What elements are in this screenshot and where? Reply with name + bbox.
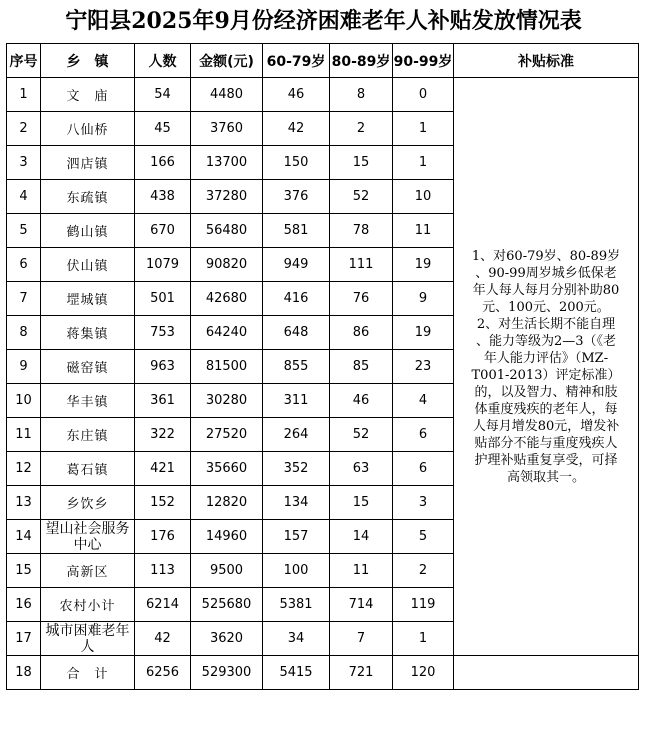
age-60-79-cell: 376: [263, 180, 330, 214]
standard-line: 2、对生活长期不能自理: [476, 316, 616, 332]
seq-cell: 11: [7, 418, 41, 452]
age-90-99-cell: 3: [393, 486, 454, 520]
age-60-79-cell: 150: [263, 146, 330, 180]
town-cell: 华丰镇: [41, 384, 135, 418]
amount-cell: 30280: [191, 384, 263, 418]
age-90-99-cell: 119: [393, 588, 454, 622]
age-90-99-cell: 10: [393, 180, 454, 214]
age-90-99-cell: 2: [393, 554, 454, 588]
town-cell: 合 计: [41, 656, 135, 690]
amount-cell: 81500: [191, 350, 263, 384]
standard-line: 贴部分不能与重度残疾人: [474, 435, 618, 451]
amount-cell: 42680: [191, 282, 263, 316]
seq-cell: 5: [7, 214, 41, 248]
age-60-79-cell: 855: [263, 350, 330, 384]
header-seq: 序号: [7, 44, 41, 78]
seq-cell: 7: [7, 282, 41, 316]
amount-cell: 3760: [191, 112, 263, 146]
standard-line: T001-2013）评定标准）: [471, 367, 621, 383]
seq-cell: 16: [7, 588, 41, 622]
standard-line: 1、对60-79岁、80-89岁: [471, 248, 621, 264]
age-90-99-cell: 5: [393, 520, 454, 554]
header-age-80-89: 80-89岁: [330, 44, 393, 78]
standard-line: 体重度残疾的老年人，每: [474, 401, 618, 417]
age-80-89-cell: 111: [330, 248, 393, 282]
town-cell: 鹤山镇: [41, 214, 135, 248]
seq-cell: 1: [7, 78, 41, 112]
age-60-79-cell: 46: [263, 78, 330, 112]
standard-line: 年人每人每月分别补助80: [472, 282, 620, 298]
standard-line: 人每月增发80元，增发补: [472, 418, 620, 434]
count-cell: 176: [135, 520, 191, 554]
town-cell: 农村小计: [41, 588, 135, 622]
town-cell: 望山社会服务中心: [41, 520, 135, 554]
count-cell: 322: [135, 418, 191, 452]
header-row: [7, 44, 639, 78]
standard-line: 护理补贴重复享受，可择: [474, 452, 618, 468]
age-60-79-cell: 311: [263, 384, 330, 418]
amount-cell: 64240: [191, 316, 263, 350]
age-80-89-cell: 76: [330, 282, 393, 316]
standard-line: 高领取其一。: [506, 469, 585, 485]
header-standard: 补贴标准: [454, 44, 639, 78]
age-90-99-cell: 0: [393, 78, 454, 112]
age-60-79-cell: 949: [263, 248, 330, 282]
count-cell: 963: [135, 350, 191, 384]
age-80-89-cell: 52: [330, 418, 393, 452]
age-80-89-cell: 86: [330, 316, 393, 350]
header-age-90-99: 90-99岁: [393, 44, 454, 78]
age-90-99-cell: 9: [393, 282, 454, 316]
seq-cell: 2: [7, 112, 41, 146]
count-cell: 361: [135, 384, 191, 418]
count-cell: 152: [135, 486, 191, 520]
table-row: [7, 656, 639, 690]
seq-cell: 18: [7, 656, 41, 690]
town-cell: 葛石镇: [41, 452, 135, 486]
seq-cell: 9: [7, 350, 41, 384]
age-80-89-cell: 15: [330, 146, 393, 180]
age-80-89-cell: 14: [330, 520, 393, 554]
count-cell: 113: [135, 554, 191, 588]
count-cell: 670: [135, 214, 191, 248]
amount-cell: 13700: [191, 146, 263, 180]
seq-cell: 10: [7, 384, 41, 418]
amount-cell: 56480: [191, 214, 263, 248]
town-cell: 磁窑镇: [41, 350, 135, 384]
age-60-79-cell: 352: [263, 452, 330, 486]
age-90-99-cell: 4: [393, 384, 454, 418]
town-cell: 东疏镇: [41, 180, 135, 214]
age-60-79-cell: 5415: [263, 656, 330, 690]
header-amount: 金额(元): [191, 44, 263, 78]
subsidy-table: [6, 43, 639, 690]
age-80-89-cell: 63: [330, 452, 393, 486]
age-80-89-cell: 11: [330, 554, 393, 588]
town-cell: 文 庙: [41, 78, 135, 112]
town-cell: 城市困难老年人: [41, 622, 135, 656]
seq-cell: 12: [7, 452, 41, 486]
subsidy-standard-text: [454, 78, 639, 656]
age-80-89-cell: 7: [330, 622, 393, 656]
standard-line: 、90-99周岁城乡低保老: [475, 265, 617, 281]
age-90-99-cell: 1: [393, 146, 454, 180]
age-60-79-cell: 100: [263, 554, 330, 588]
count-cell: 438: [135, 180, 191, 214]
age-90-99-cell: 19: [393, 316, 454, 350]
age-80-89-cell: 8: [330, 78, 393, 112]
age-90-99-cell: 11: [393, 214, 454, 248]
age-90-99-cell: 23: [393, 350, 454, 384]
header-count: 人数: [135, 44, 191, 78]
standard-line: 年人能力评估》（MZ-: [483, 350, 609, 366]
town-cell: 乡饮乡: [41, 486, 135, 520]
town-cell: 泗店镇: [41, 146, 135, 180]
standard-line: 的，以及智力、精神和肢: [474, 384, 618, 400]
age-60-79-cell: 157: [263, 520, 330, 554]
seq-cell: 3: [7, 146, 41, 180]
amount-cell: 14960: [191, 520, 263, 554]
town-cell: 蒋集镇: [41, 316, 135, 350]
town-cell: 堽城镇: [41, 282, 135, 316]
count-cell: 45: [135, 112, 191, 146]
table-row: [7, 78, 639, 112]
count-cell: 6256: [135, 656, 191, 690]
age-60-79-cell: 416: [263, 282, 330, 316]
age-90-99-cell: 6: [393, 418, 454, 452]
standard-empty-cell: [454, 656, 639, 690]
count-cell: 54: [135, 78, 191, 112]
count-cell: 166: [135, 146, 191, 180]
count-cell: 421: [135, 452, 191, 486]
town-cell: 东庄镇: [41, 418, 135, 452]
header-town: 乡 镇: [41, 44, 135, 78]
amount-cell: 27520: [191, 418, 263, 452]
age-60-79-cell: 134: [263, 486, 330, 520]
age-80-89-cell: 78: [330, 214, 393, 248]
amount-cell: 37280: [191, 180, 263, 214]
age-60-79-cell: 264: [263, 418, 330, 452]
seq-cell: 15: [7, 554, 41, 588]
seq-cell: 8: [7, 316, 41, 350]
amount-cell: 35660: [191, 452, 263, 486]
standard-line: 元、100元、200元。: [482, 299, 610, 315]
age-80-89-cell: 52: [330, 180, 393, 214]
header-age-60-79: 60-79岁: [263, 44, 330, 78]
standard-line: 、能力等级为2—3（《老: [475, 333, 617, 349]
town-cell: 八仙桥: [41, 112, 135, 146]
seq-cell: 6: [7, 248, 41, 282]
age-90-99-cell: 1: [393, 112, 454, 146]
town-cell: 伏山镇: [41, 248, 135, 282]
age-80-89-cell: 85: [330, 350, 393, 384]
age-80-89-cell: 721: [330, 656, 393, 690]
seq-cell: 13: [7, 486, 41, 520]
count-cell: 6214: [135, 588, 191, 622]
amount-cell: 529300: [191, 656, 263, 690]
amount-cell: 3620: [191, 622, 263, 656]
age-60-79-cell: 42: [263, 112, 330, 146]
amount-cell: 4480: [191, 78, 263, 112]
age-80-89-cell: 15: [330, 486, 393, 520]
age-90-99-cell: 1: [393, 622, 454, 656]
amount-cell: 525680: [191, 588, 263, 622]
seq-cell: 17: [7, 622, 41, 656]
seq-cell: 14: [7, 520, 41, 554]
age-80-89-cell: 714: [330, 588, 393, 622]
amount-cell: 90820: [191, 248, 263, 282]
seq-cell: 4: [7, 180, 41, 214]
age-80-89-cell: 46: [330, 384, 393, 418]
amount-cell: 12820: [191, 486, 263, 520]
count-cell: 753: [135, 316, 191, 350]
age-60-79-cell: 34: [263, 622, 330, 656]
age-60-79-cell: 648: [263, 316, 330, 350]
age-60-79-cell: 581: [263, 214, 330, 248]
count-cell: 42: [135, 622, 191, 656]
amount-cell: 9500: [191, 554, 263, 588]
page-title: 宁阳县2025年9月份经济困难老年人补贴发放情况表: [65, 8, 582, 34]
town-cell: 高新区: [41, 554, 135, 588]
age-80-89-cell: 2: [330, 112, 393, 146]
count-cell: 501: [135, 282, 191, 316]
age-90-99-cell: 120: [393, 656, 454, 690]
count-cell: 1079: [135, 248, 191, 282]
age-60-79-cell: 5381: [263, 588, 330, 622]
age-90-99-cell: 6: [393, 452, 454, 486]
age-90-99-cell: 19: [393, 248, 454, 282]
